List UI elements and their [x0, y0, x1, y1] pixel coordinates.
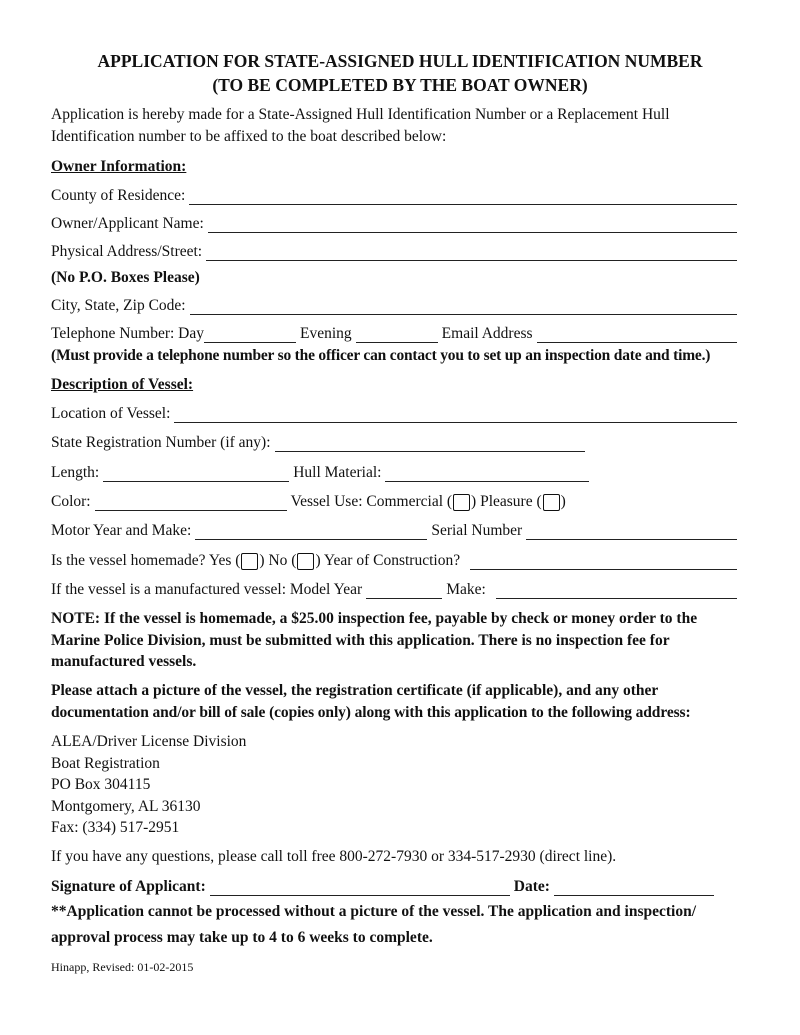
email-field[interactable] [537, 328, 737, 343]
homemade-label: Is the vessel homemade? Yes ( [51, 552, 241, 569]
owner-heading: Owner Information: [51, 158, 187, 175]
attach-line: Please attach a picture of the vessel, the registration certificate (if applicable), and any other [51, 682, 659, 699]
color-label: Color: [51, 493, 91, 510]
address-line: Boat Registration [51, 755, 160, 772]
location-label: Location of Vessel: [51, 405, 171, 422]
attach-line: documentation and/or bill of sale (copies only) along with this application to the following address: [51, 704, 691, 721]
owner-name-label: Owner/Applicant Name: [51, 215, 204, 232]
year-construction-label: ) Year of Construction? [315, 552, 461, 569]
note-line: NOTE: If the vessel is homemade, a $25.00 inspection fee, payable by check or money order to the [51, 610, 698, 627]
address-line: Montgomery, AL 36130 [51, 798, 201, 815]
owner-name-field[interactable] [208, 218, 737, 233]
date-field[interactable] [554, 881, 714, 896]
county-label: County of Residence: [51, 187, 186, 204]
address-field[interactable] [206, 246, 737, 261]
length-field[interactable] [103, 467, 289, 482]
motor-field[interactable] [195, 525, 427, 540]
year-construction-field[interactable] [470, 555, 737, 570]
intro-line: Application is hereby made for a State-Assigned Hull Identification Number or a Replacement Hull [51, 106, 670, 123]
model-year-field[interactable] [366, 584, 442, 599]
commercial-checkbox[interactable] [453, 494, 470, 511]
tel-evening-label: Evening [300, 325, 352, 342]
model-year-label: If the vessel is a manufactured vessel: Model Year [51, 581, 363, 598]
intro-line: Identification number to be affixed to the boat described below: [51, 128, 447, 145]
state-reg-label: State Registration Number (if any): [51, 434, 271, 451]
note-line: Marine Police Division, must be submitted with this application. There is no inspection fee for [51, 632, 670, 649]
form-subtitle: (TO BE COMPLETED BY THE BOAT OWNER) [212, 75, 588, 95]
tel-evening-field[interactable] [356, 328, 438, 343]
state-reg-field[interactable] [275, 437, 585, 452]
county-field[interactable] [189, 190, 737, 205]
tel-day-field[interactable] [204, 328, 296, 343]
signature-label: Signature of Applicant: [51, 878, 206, 895]
hull-field[interactable] [385, 467, 589, 482]
homemade-yes-checkbox[interactable] [241, 553, 258, 570]
serial-label: Serial Number [431, 522, 523, 539]
questions-text: If you have any questions, please call toll free 800-272-7930 or 334-517-2930 (direct line). [51, 848, 617, 865]
address-line: ALEA/Driver License Division [51, 733, 247, 750]
phone-required-note: (Must provide a telephone number so the officer can contact you to set up an inspection date and time.) [51, 347, 711, 364]
make-label: Make: [446, 581, 486, 598]
length-label: Length: [51, 464, 100, 481]
paren: ) [560, 493, 566, 510]
revision-footer: Hinapp, Revised: 01-02-2015 [51, 960, 194, 974]
city-field[interactable] [190, 300, 737, 315]
address-line: PO Box 304115 [51, 776, 151, 793]
make-field[interactable] [496, 584, 737, 599]
serial-field[interactable] [526, 525, 737, 540]
signature-field[interactable] [210, 881, 510, 896]
warning-line: approval process may take up to 4 to 6 weeks to complete. [51, 929, 433, 946]
pleasure-checkbox[interactable] [543, 494, 560, 511]
pleasure-label: ) Pleasure ( [471, 493, 542, 510]
warning-line: **Application cannot be processed without a picture of the vessel. The application and inspection/ [51, 903, 697, 920]
vessel-heading: Description of Vessel: [51, 376, 194, 393]
no-po-note: (No P.O. Boxes Please) [51, 269, 200, 286]
note-line: manufactured vessels. [51, 653, 197, 670]
color-field[interactable] [95, 496, 287, 511]
city-label: City, State, Zip Code: [51, 297, 186, 314]
location-field[interactable] [174, 408, 737, 423]
address-line: Fax: (334) 517-2951 [51, 819, 180, 836]
email-label: Email Address [441, 325, 533, 342]
hull-label: Hull Material: [293, 464, 382, 481]
no-label: ) No ( [259, 552, 297, 569]
address-label: Physical Address/Street: [51, 243, 203, 260]
homemade-no-checkbox[interactable] [297, 553, 314, 570]
form-title: APPLICATION FOR STATE-ASSIGNED HULL IDENTIFICATION NUMBER [97, 51, 703, 71]
use-label: Vessel Use: Commercial ( [290, 493, 453, 510]
date-label: Date: [513, 878, 550, 895]
tel-day-label: Telephone Number: Day [51, 325, 205, 342]
motor-label: Motor Year and Make: [51, 522, 192, 539]
